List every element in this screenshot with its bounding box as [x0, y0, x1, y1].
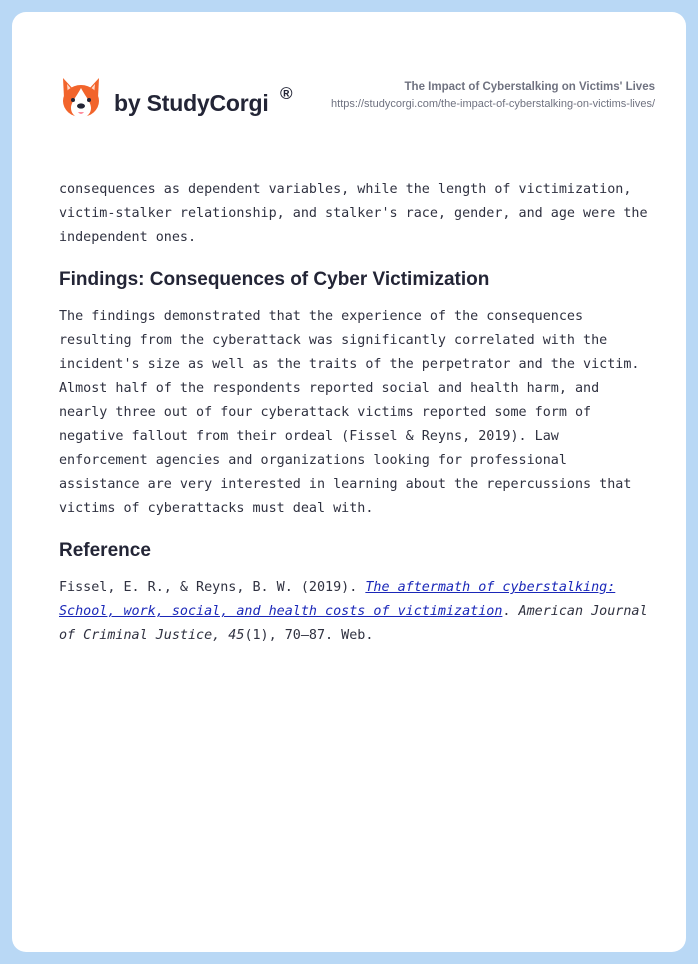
findings-heading: Findings: Consequences of Cyber Victimization — [59, 269, 490, 290]
corgi-icon — [60, 76, 102, 120]
document-url[interactable]: https://studycorgi.com/the-impact-of-cyberstalking-on-victims-lives/ — [331, 98, 655, 110]
reference-entry — [59, 576, 653, 648]
reference-title-link[interactable]: The aftermath of cyberstalking: School, work, social, and health costs of victimization — [59, 580, 616, 619]
reference-heading: Reference — [59, 540, 151, 561]
reference-separator: . — [502, 604, 519, 619]
intro-paragraph: consequences as dependent variables, while the length of victimization, victim-stalker relationship, and stalker's race, gender, and age were the independent ones. — [59, 182, 648, 245]
document-meta — [325, 80, 655, 112]
document-body — [59, 178, 653, 648]
document-page — [12, 12, 686, 952]
registered-mark: ® — [280, 84, 293, 103]
studycorgi-logo[interactable] — [60, 76, 320, 132]
brand-name: by StudyCorgi — [114, 90, 269, 116]
document-title: The Impact of Cyberstalking on Victims' Lives — [404, 81, 655, 93]
findings-paragraph: The findings demonstrated that the experience of the consequences resulting from the cyberattack was significantly correlated with the incident's size as well as the traits of the perpetrator and the victim. Almost half of the respondents reported social and health harm, and nearly three out of four cyberattack victims reported some form of negative fallout from their ordeal (Fissel & Reyns, 2019). Law enforcement agencies and organizations looking for professional assistance are very interested in learning about the repercussions that victims of cyberattacks must deal with. — [59, 309, 640, 516]
reference-issue-pages: (1), 70–87. Web. — [244, 628, 374, 643]
reference-authors: Fissel, E. R., & Reyns, B. W. (2019). — [59, 580, 366, 595]
page-header — [12, 12, 686, 152]
reference-journal: American Journal of Criminal Justice, 45 — [59, 604, 648, 643]
